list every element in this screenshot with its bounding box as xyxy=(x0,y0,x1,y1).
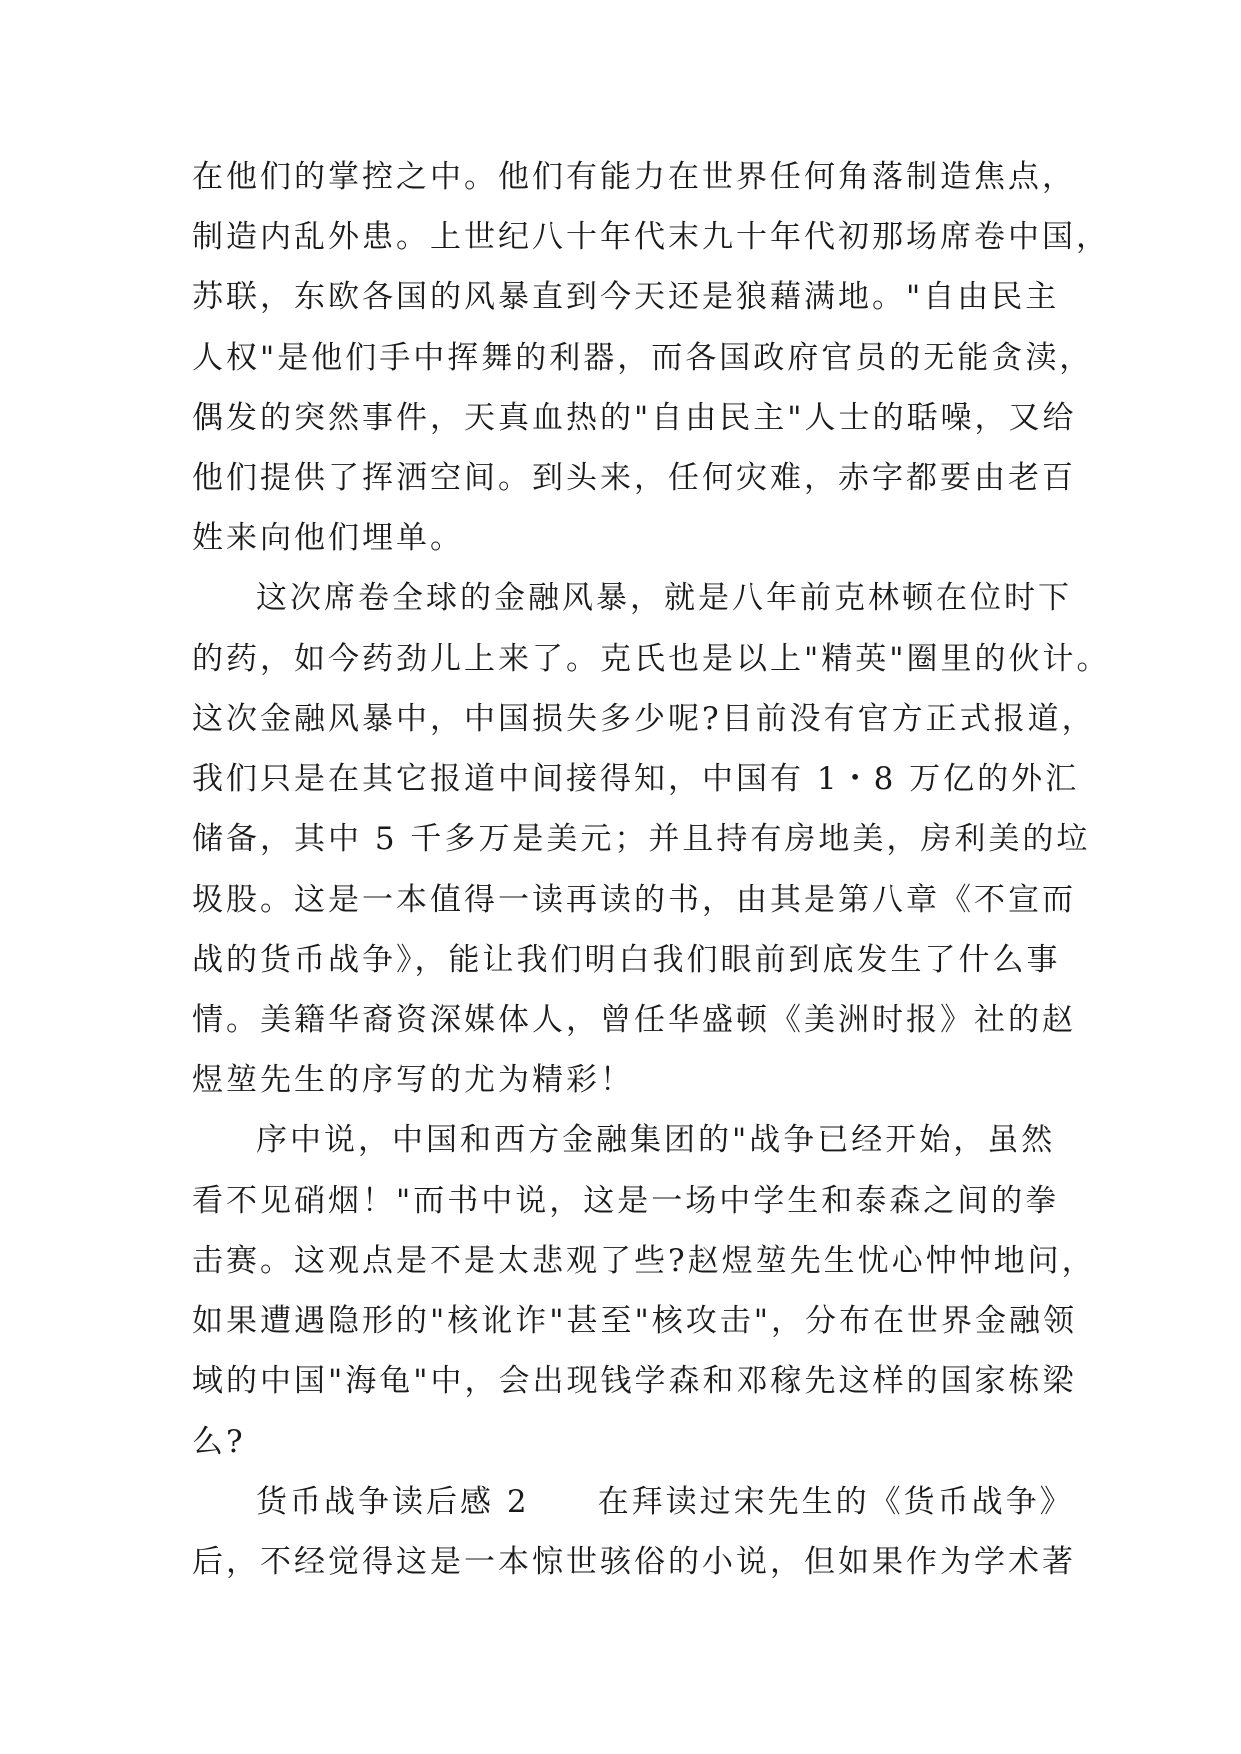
text-line: 圾股。这是一本值得一读再读的书，由其是第八章《不宣而 xyxy=(192,882,1076,918)
text-line: 在他们的掌控之中。他们有能力在世界任何角落制造焦点， xyxy=(192,159,1076,195)
text-line: 看不见硝烟！"而书中说，这是一场中学生和泰森之间的拳 xyxy=(192,1183,1060,1219)
text-line: 后，不经觉得这是一本惊世骇俗的小说，但如果作为学术著 xyxy=(192,1544,1076,1580)
text-line: 我们只是在其它报道中间接得知，中国有 1・8 万亿的外汇 xyxy=(192,761,1080,797)
text-line: 如果遭遇隐形的"核讹诈"甚至"核攻击"，分布在世界金融领 xyxy=(192,1303,1078,1339)
text-line: 制造内乱外患。上世纪八十年代末九十年代初那场席卷中国， xyxy=(192,219,1110,255)
text-line: 他们提供了挥洒空间。到头来，任何灾难，赤字都要由老百 xyxy=(192,460,1076,496)
text-line: 么? xyxy=(192,1424,246,1460)
text-line: 人权"是他们手中挥舞的利器，而各国政府官员的无能贪渎， xyxy=(192,340,1094,376)
text-line: 姓来向他们埋单。 xyxy=(192,520,464,556)
text-line: 偶发的突然事件，天真血热的"自由民主"人士的聒噪，又给 xyxy=(192,400,1077,436)
text-line: 域的中国"海龟"中，会出现钱学森和邓稼先这样的国家栋梁 xyxy=(192,1363,1077,1399)
text-line: 情。美籍华裔资深媒体人，曾任华盛顿《美洲时报》社的赵 xyxy=(192,1002,1076,1038)
text-line: 的药，如今药劲儿上来了。克氏也是以上"精英"圈里的伙计。 xyxy=(192,641,1111,677)
text-line: 储备，其中 5 千多万是美元；并且持有房地美，房利美的垃 xyxy=(192,821,1091,857)
text-line: 这次金融风暴中，中国损失多少呢?目前没有官方正式报道， xyxy=(192,701,1096,737)
text-line: 战的货币战争》，能让我们明白我们眼前到底发生了什么事 xyxy=(192,942,1061,978)
section-heading-line: 货币战争读后感 2 在拜读过宋先生的《货币战争》 xyxy=(256,1484,1074,1520)
text-line: 击赛。这观点是不是太悲观了些?赵煜堃先生忧心忡忡地问， xyxy=(192,1243,1096,1279)
paragraph-first-line: 这次席卷全球的金融风暴，就是八年前克林顿在位时下 xyxy=(256,580,1072,616)
paragraph-first-line: 序中说，中国和西方金融集团的"战争已经开始，虽然 xyxy=(256,1122,1056,1158)
text-line: 煜堃先生的序写的尤为精彩！ xyxy=(192,1062,634,1098)
text-line: 苏联，东欧各国的风暴直到今天还是狼藉满地。"自由民主 xyxy=(192,279,1060,315)
